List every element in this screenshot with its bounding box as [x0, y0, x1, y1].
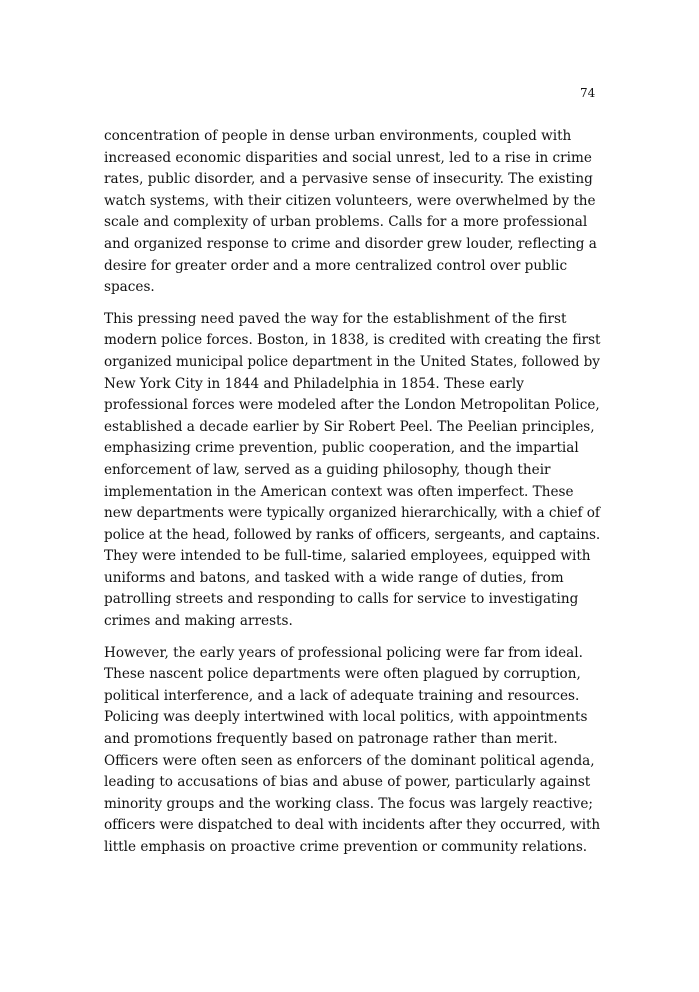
text-line: organized municipal police department in the United States, followed by — [104, 353, 600, 370]
text-line: concentration of people in dense urban environments, coupled with — [104, 128, 572, 144]
text-line: spaces. — [104, 279, 155, 296]
text-line: scale and complexity of urban problems. Calls for a more professional — [104, 214, 588, 231]
text-line: Officers were often seen as enforcers of the dominant political agenda, — [104, 752, 595, 769]
text-line: These nascent police departments were often plagued by corruption, — [104, 666, 581, 683]
text-line: little emphasis on proactive crime prevention or community relations. — [104, 839, 588, 855]
text-line: new departments were typically organized hierarchically, with a chief of — [104, 505, 600, 522]
text-line: enforcement of law, served as a guiding philosophy, though their — [104, 461, 551, 478]
text-line: uniforms and batons, and tasked with a wide range of duties, from — [104, 569, 564, 586]
text-line: crimes and making arrests. — [104, 613, 293, 630]
paragraph — [104, 309, 600, 633]
text-line: They were intended to be full-time, salaried employees, equipped with — [104, 548, 591, 565]
text-line: New York City in 1844 and Philadelphia in 1854. These early — [104, 375, 524, 392]
body-text — [104, 126, 600, 869]
text-line: However, the early years of professional policing were far from ideal. — [104, 644, 583, 661]
text-line: officers were dispatched to deal with incidents after they occurred, with — [104, 817, 601, 834]
page-number: 74 — [580, 86, 596, 100]
text-line: minority groups and the working class. The focus was largely reactive; — [104, 795, 593, 812]
paragraph — [104, 126, 600, 299]
text-line: and organized response to crime and disorder grew louder, reflecting a — [104, 235, 597, 252]
text-line: political interference, and a lack of adequate training and resources. — [104, 687, 580, 704]
text-line: watch systems, with their citizen volunteers, were overwhelmed by the — [104, 192, 596, 209]
text-line: increased economic disparities and social unrest, led to a rise in crime — [104, 149, 592, 166]
paragraph — [104, 643, 600, 859]
text-line: modern police forces. Boston, in 1838, is credited with creating the first — [104, 332, 601, 349]
text-line: rates, public disorder, and a pervasive sense of insecurity. The existing — [104, 171, 593, 188]
text-line: implementation in the American context was often imperfect. These — [104, 483, 574, 500]
text-line: police at the head, followed by ranks of officers, sergeants, and captains. — [104, 526, 601, 543]
text-line: desire for greater order and a more centralized control over public — [104, 257, 568, 274]
text-line: patrolling streets and responding to calls for service to investigating — [104, 591, 579, 608]
text-line: leading to accusations of bias and abuse of power, particularly against — [104, 774, 591, 791]
text-line: Policing was deeply intertwined with local politics, with appointments — [104, 709, 588, 726]
text-line: emphasizing crime prevention, public cooperation, and the impartial — [104, 440, 579, 457]
text-line: professional forces were modeled after the London Metropolitan Police, — [104, 397, 600, 414]
text-line: and promotions frequently based on patronage rather than merit. — [104, 731, 558, 748]
text-line: This pressing need paved the way for the establishment of the first — [104, 310, 567, 327]
text-line: established a decade earlier by Sir Robert Peel. The Peelian principles, — [104, 418, 595, 435]
